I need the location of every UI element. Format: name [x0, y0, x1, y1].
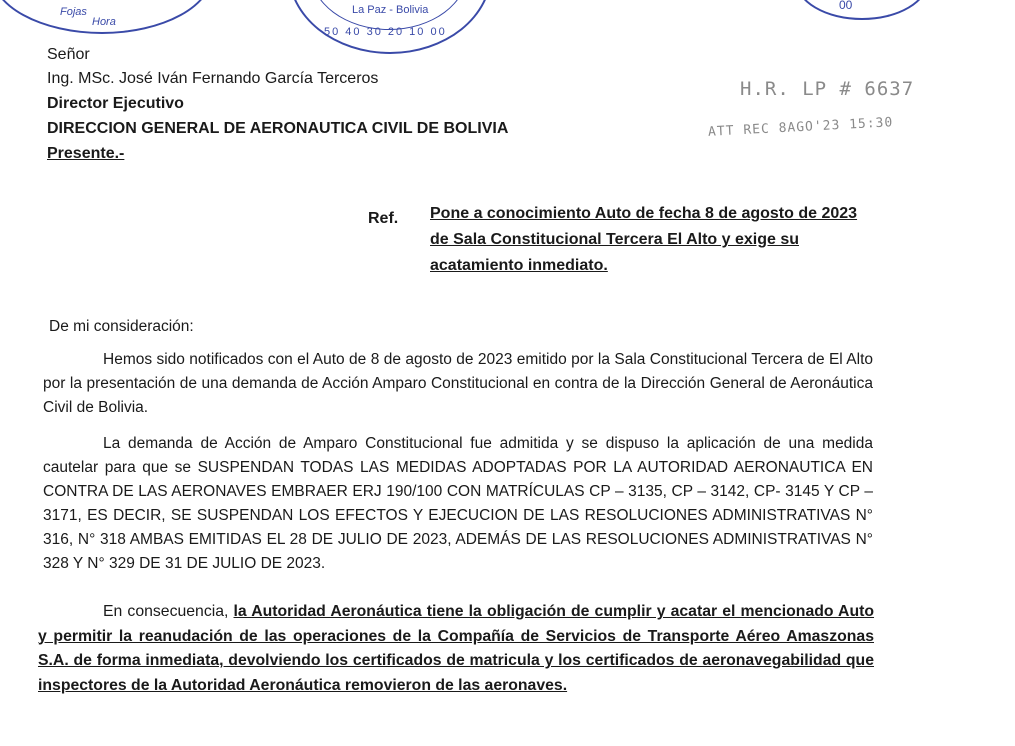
paragraph-2-text: La demanda de Acción de Amparo Constitucional fue admitida y se dispuso la aplicación de una medida cautelar para que se SUSPENDAN TODAS LAS MEDIDAS ADOPTADAS POR LA AUTORIDAD AERONAUTICA EN CONTRA DE LAS AERONAVES EMBRAER ERJ 190/100 CON MATRÍCULAS CP – 3135, CP – 3142, CP- 3145 Y CP – 3171, ES DECIR, SE SUSPENDAN LOS EFECTOS Y EJECUCION DE LAS RESOLUCIONES ADMINISTRATIVAS N° 316, N° 318 AMBAS EMITIDAS EL 28 DE JULIO DE 2023, ADEMÁS DE LAS RESOLUCIONES ADMINISTRATIVAS N° 328 Y N° 329 DE 31 DE JULIO DE 2023. [43, 435, 873, 572]
receipt-att-stamp: ATT REC 8AGO'23 15:30 [707, 115, 894, 140]
addressee-name: Ing. MSc. José Iván Fernando García Terceros [47, 70, 379, 87]
paragraph-3 [38, 600, 874, 698]
addressee-presente: Presente.- [47, 145, 125, 162]
paragraph-1-text: Hemos sido notificados con el Auto de 8 de agosto de 2023 emitido por la Sala Constitucional Tercera de El Alto por la presentación de una demanda de Acción Amparo Constitucional en contra de la Dirección General de Aeronáutica Civil de Bolivia. [43, 351, 873, 416]
stamp-digits-text: 50 40 30 20 10 00 [324, 26, 447, 38]
paragraph-1 [43, 348, 873, 420]
receipt-hr-number: H.R. LP # 6637 [740, 78, 915, 100]
reception-stamp-clock [288, 0, 492, 54]
addressee-title: Señor [47, 46, 90, 63]
stamp-hora-text: Hora [92, 16, 116, 28]
stamp-city-text: La Paz - Bolivia [352, 4, 429, 16]
stamp-right-text: 00 [839, 0, 853, 12]
ref-label: Ref. [368, 210, 399, 227]
ref-subject: Pone a conocimiento Auto de fecha 8 de agosto de 2023 de Sala Constitucional Tercera El Alto y exige su acatamiento inmediato. [430, 205, 858, 274]
reception-stamp-right [795, 0, 929, 20]
stamp-fojas-text: Fojas [60, 6, 87, 18]
paragraph-3-lead: En consecuencia, [103, 603, 229, 620]
salutation: De mi consideración: [49, 318, 194, 335]
reception-stamp-left [0, 0, 214, 34]
addressee-organization: DIRECCION GENERAL DE AERONAUTICA CIVIL DE BOLIVIA [47, 120, 509, 137]
paragraph-3-emphasis: la Autoridad Aeronáutica tiene la obligación de cumplir y acatar el mencionado Auto y permitir la reanudación de las operaciones de la Compañía de Servicios de Transporte Aéreo Amaszonas S.A. de forma inmediata, devolviendo los certificados de matricula y los certificados de aeronavegabilidad que inspectores de la Autoridad Aeronáutica removieron de las aeronaves. [38, 603, 875, 694]
addressee-position: Director Ejecutivo [47, 95, 184, 112]
paragraph-2 [43, 432, 873, 576]
